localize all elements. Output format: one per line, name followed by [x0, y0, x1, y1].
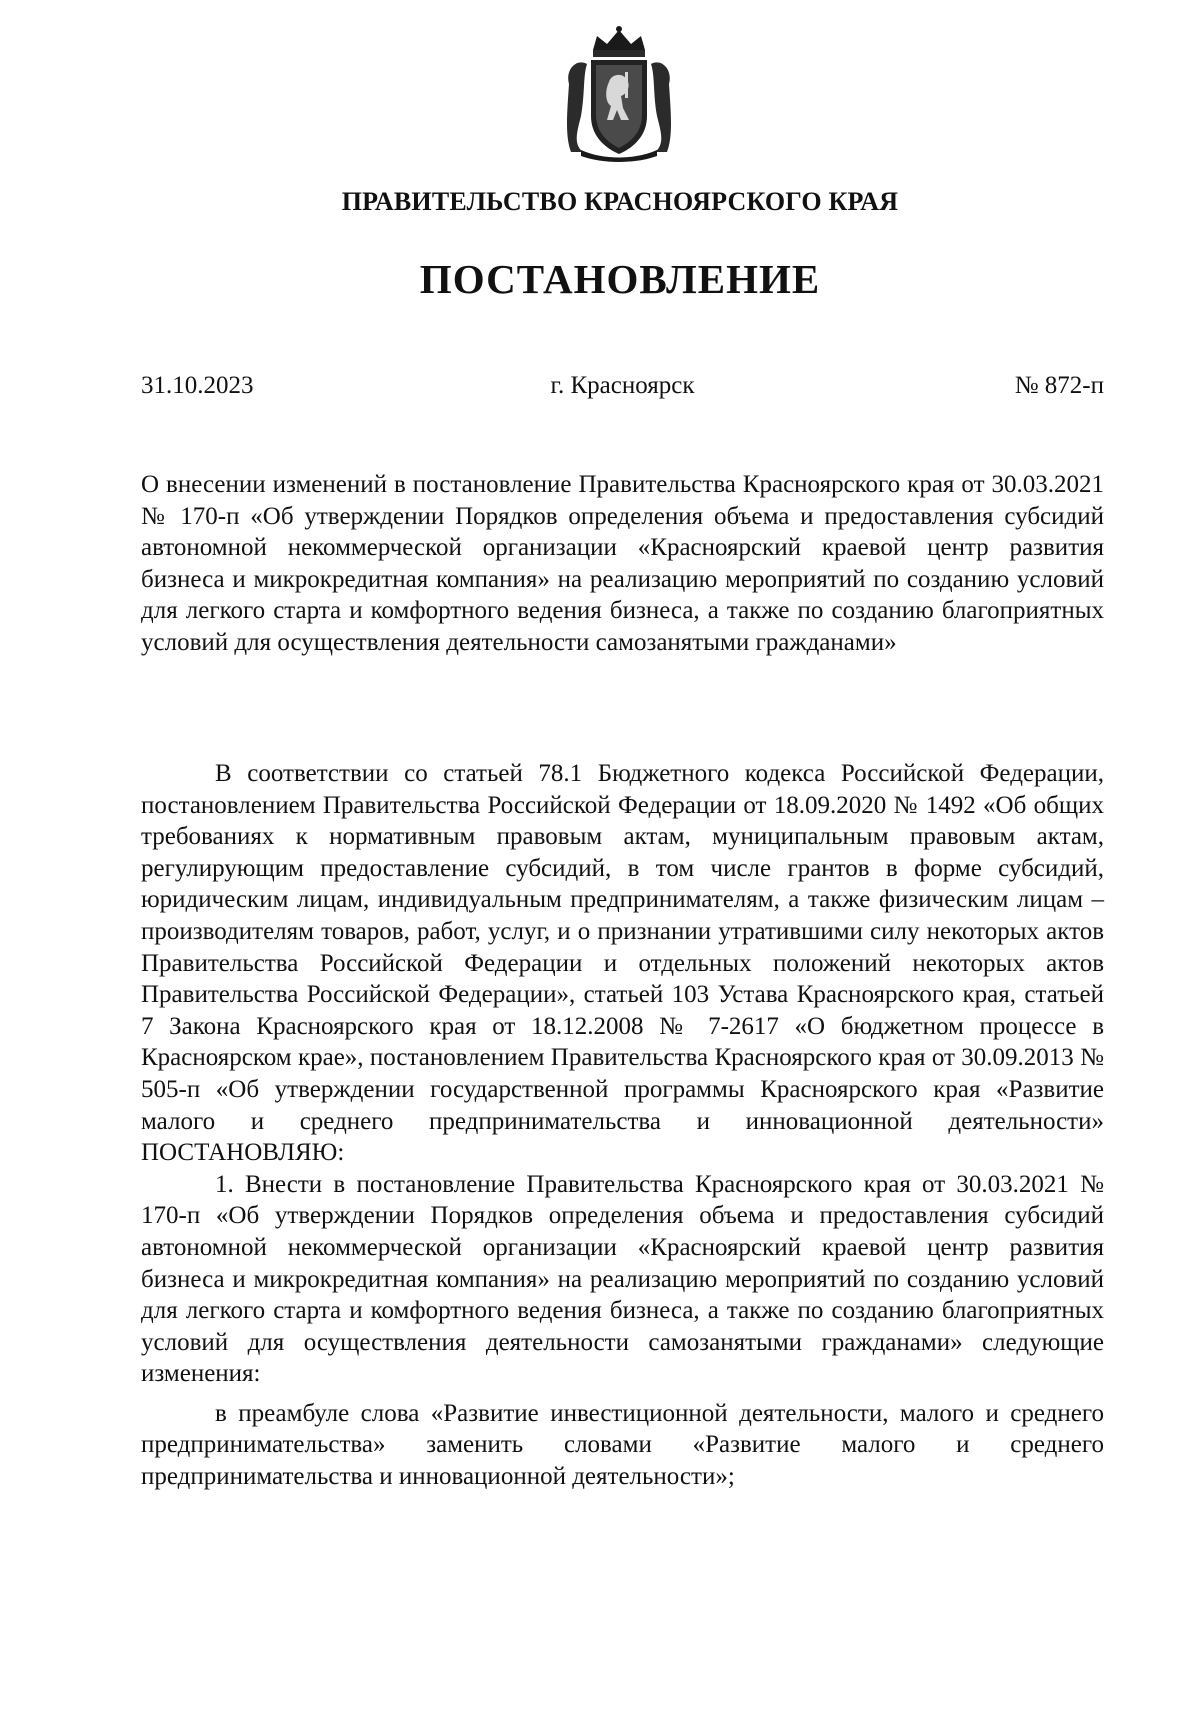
document-type-heading: ПОСТАНОВЛЕНИЕ: [419, 256, 821, 302]
document-meta-row: [141, 372, 1104, 406]
clause-1-paragraph: 1. Внести в постановление Правительства Красноярского края от 30.03.2021 № 170-п «Об утверждении Порядков определения объема и предоставления субсидий автономной некоммерческой организации «Красноярский краевой центр развития бизнеса и микрокредитная компания» на реализацию мероприятий по созданию условий для легкого старта и комфортного ведения бизнеса, а также по созданию благоприятных условий для осуществления деятельности самозанятыми гражданами» следующие изменения:: [141, 1170, 1104, 1388]
clause-1-amendment-paragraph: в преамбуле слова «Развитие инвестиционной деятельности, малого и среднего предпринимательства» заменить словами «Развитие малого и среднего предпринимательства и инновационной деятельности»;: [141, 1399, 1104, 1491]
coat-of-arms-emblem: [563, 24, 675, 162]
document-title: О внесении изменений в постановление Правительства Красноярского края от 30.03.2021 № 170-п «Об утверждении Порядков определения объема и предоставления субсидий автономной некоммерческой организации «Красноярский краевой центр развития бизнеса и микрокредитная компания» на реализацию мероприятий по созданию условий для легкого старта и комфортного ведения бизнеса, а также по созданию благоприятных условий для осуществления деятельности самозанятыми гражданами»: [141, 471, 1104, 656]
government-name: ПРАВИТЕЛЬСТВО КРАСНОЯРСКОГО КРАЯ: [341, 187, 899, 216]
preamble-paragraph: В соответствии со статьей 78.1 Бюджетного кодекса Российской Федерации, постановлением Правительства Российской Федерации от 18.09.2020 № 1492 «Об общих требованиях к нормативным правовым актам, муниципальным правовым актам, регулирующим предоставление субсидий, в том числе грантов в форме субсидий, юридическим лицам, индивидуальным предпринимателям, а также физическим лицам – производителям товаров, работ, услуг, и о признании утратившими силу некоторых актов Правительства Российской Федерации и отдельных положений некоторых актов Правительства Российской Федерации», статьей 103 Устава Красноярского края, статьей 7 Закона Красноярского края от 18.12.2008 № 7-2617 «О бюджетном процессе в Красноярском крае», постановлением Правительства Красноярского края от 30.09.2013 № 505-п «Об утверждении государственной программы Красноярского края «Развитие малого и среднего предпринимательства и инновационной деятельности» ПОСТАНОВЛЯЮ:: [141, 760, 1104, 1167]
document-date: 31.10.2023: [141, 372, 254, 399]
document-number: № 872-п: [1014, 372, 1104, 399]
document-body: [141, 758, 1104, 1493]
document-city: г. Красноярск: [550, 372, 695, 399]
